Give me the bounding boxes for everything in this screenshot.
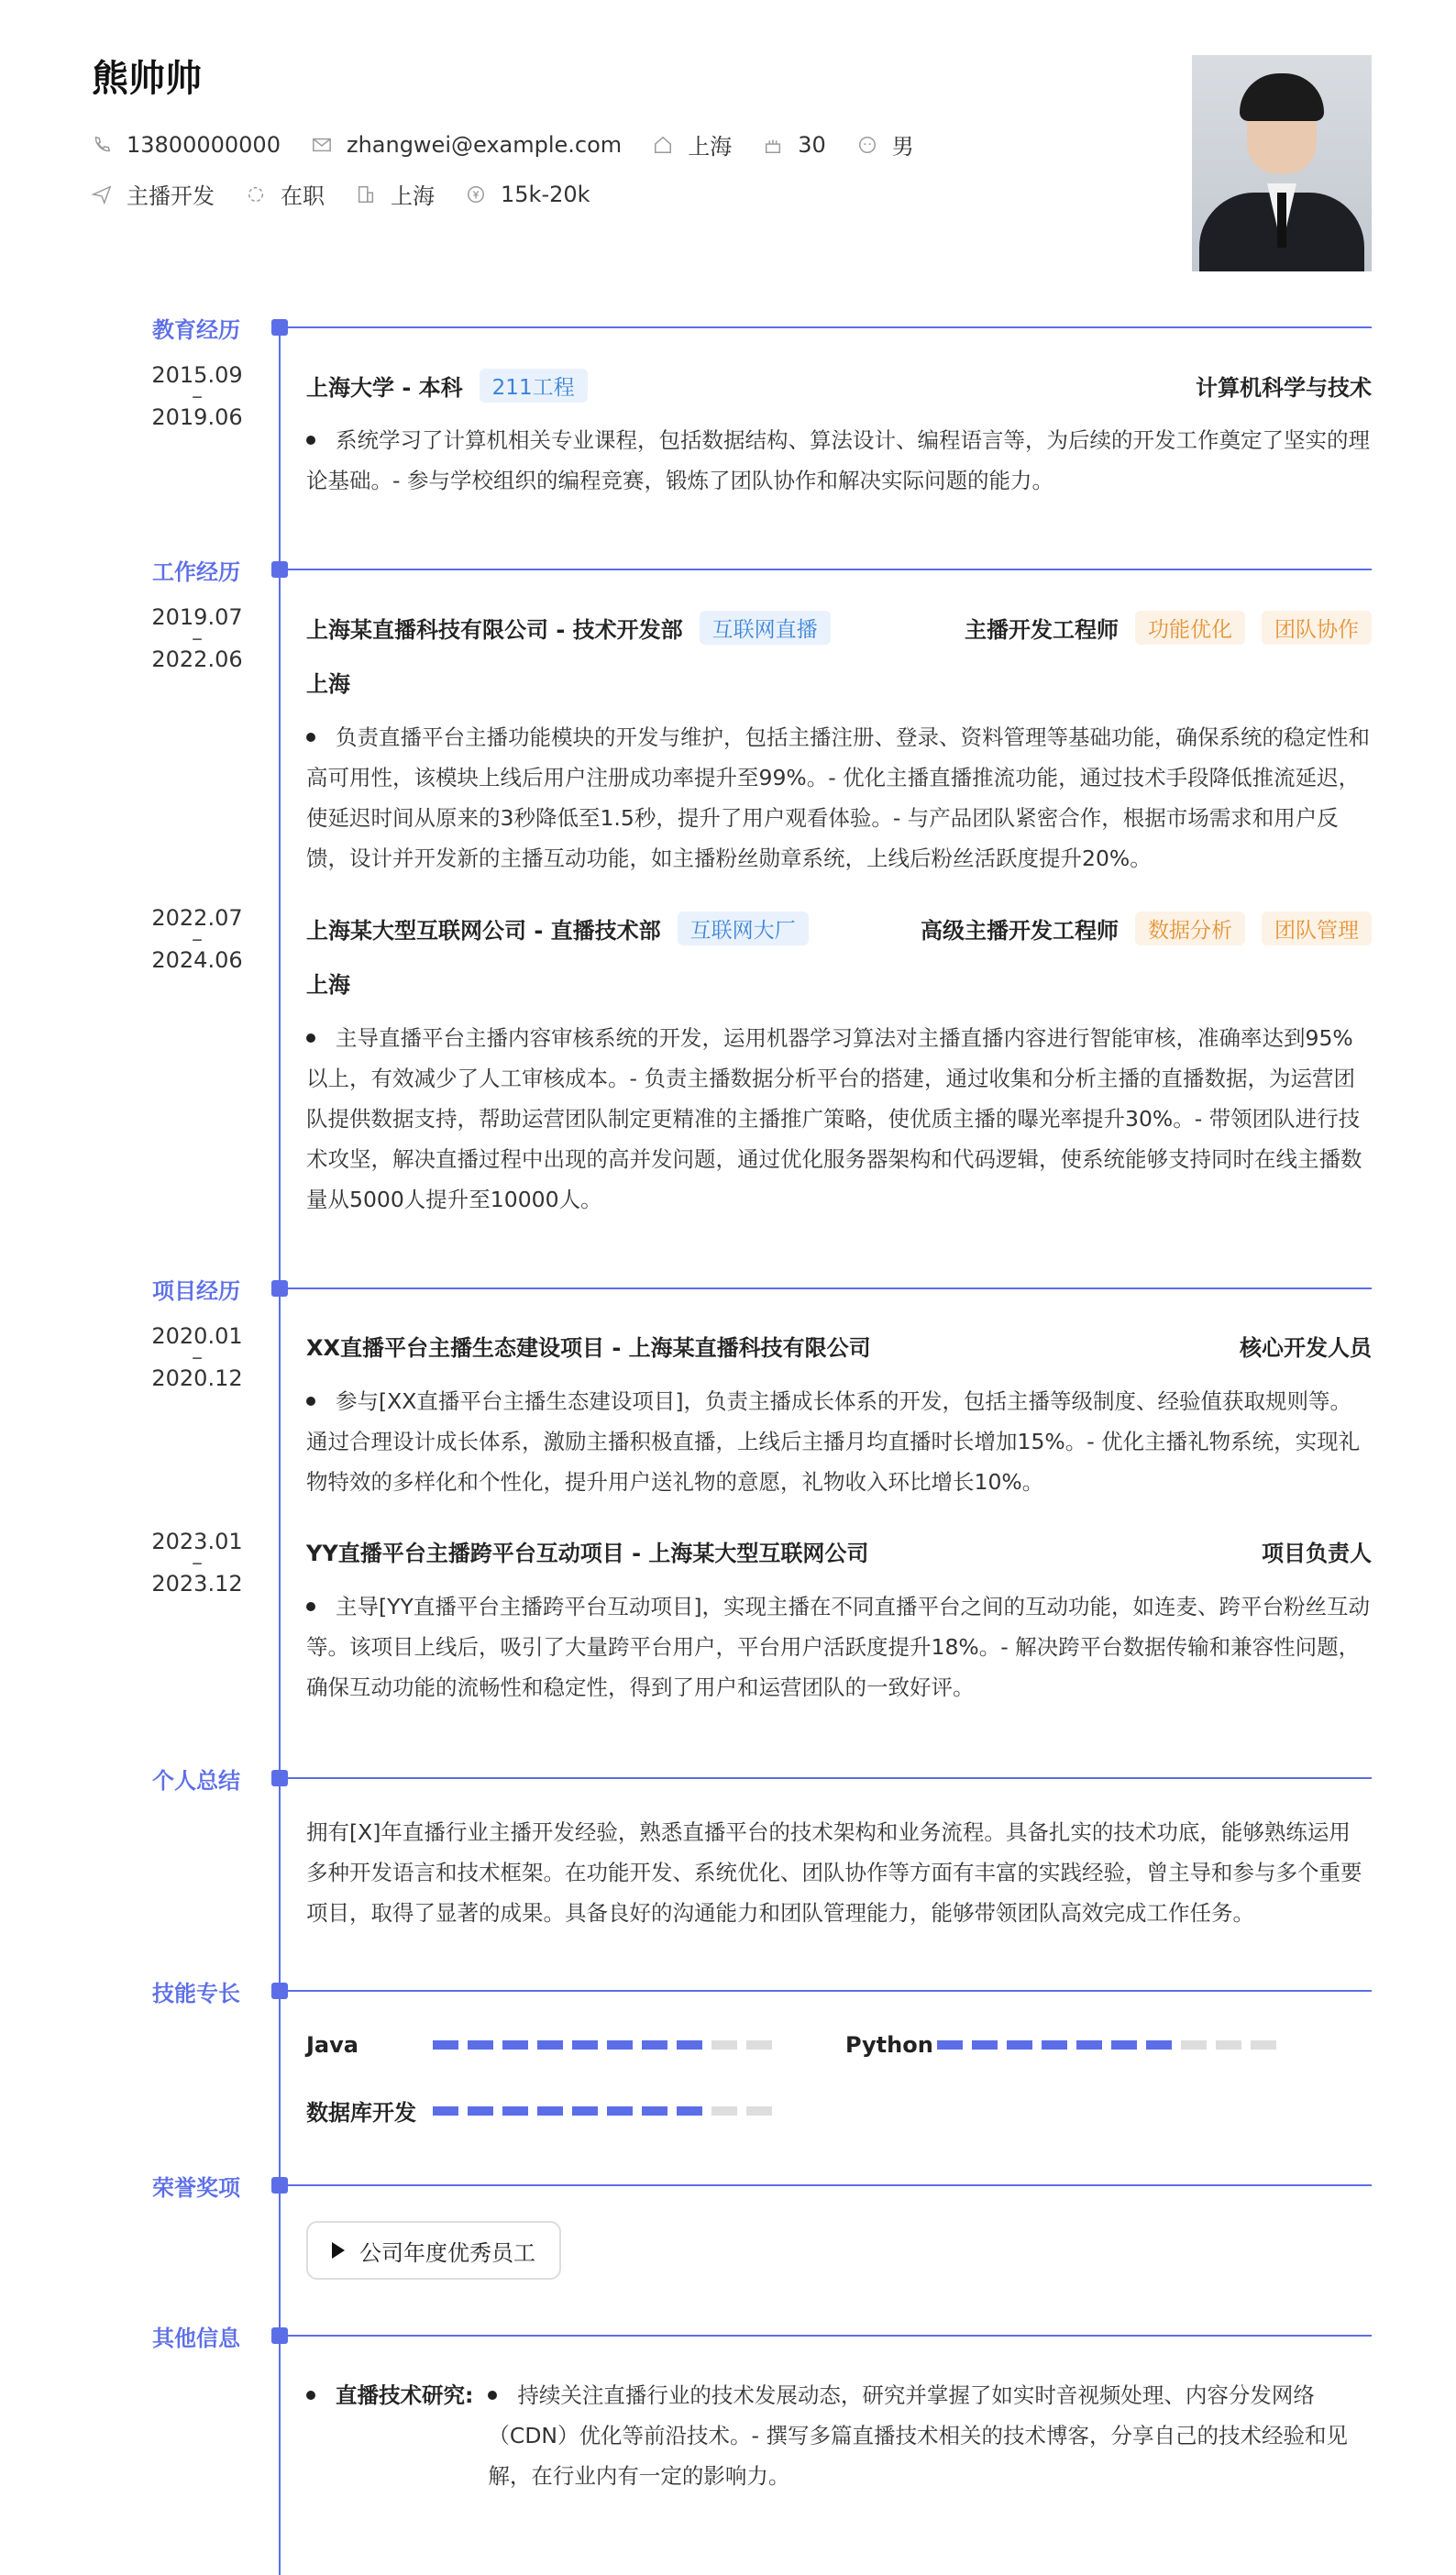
other-info-text: 持续关注直播行业的技术发展动态，研究并掌握了如实时音视频处理、内容分发网络（CDN）优化等前沿技术。- 撰写多篇直播技术相关的技术博客，分享自己的技术经验和见解，在行业内有一定的影响力。 [488, 2382, 1348, 2489]
timeline-dot [271, 1770, 288, 1786]
skill-level-segment [1007, 2040, 1032, 2050]
skill-level-segment [642, 2106, 667, 2116]
skill-level-segment [607, 2040, 633, 2050]
skill-tag: 团队协作 [1262, 611, 1372, 645]
timeline-dot [271, 1280, 288, 1297]
skill-level-segment [1076, 2040, 1102, 2050]
timeline-dot [271, 2327, 288, 2344]
job-item [92, 178, 215, 210]
skill-level-bar [433, 2040, 781, 2050]
major: 计算机科学与技术 [1196, 375, 1372, 401]
skill-level-segment [537, 2040, 563, 2050]
skill-level-segment [433, 2040, 458, 2050]
skill-level-segment [468, 2040, 493, 2050]
send-icon [92, 184, 112, 204]
play-triangle-icon [332, 2242, 345, 2259]
skill-level-bar [937, 2040, 1285, 2050]
skill-level-segment [433, 2106, 458, 2116]
project-desc: 主导[YY直播平台主播跨平台互动项目]，实现主播在不同直播平台之间的互动功能，如连麦、跨平台粉丝互动等。该项目上线后，吸引了大量跨平台用户，平台用户活跃度提升18%。- 解决跨平台数据传输和兼容性问题，确保互动功能的流畅性和稳定性，得到了用户和运营团队的一致好评。 [306, 1594, 1371, 1700]
skill-level-segment [1251, 2040, 1276, 2050]
award-item: 公司年度优秀员工 [306, 2221, 561, 2280]
skill-level-bar [433, 2106, 781, 2116]
skill-level-segment [642, 2040, 667, 2050]
timeline-dot [271, 319, 288, 336]
work-date: 2019.07 – 2022.06 [151, 604, 243, 672]
project-date: 2023.01 – 2023.12 [151, 1529, 243, 1597]
candidate-name: 熊帅帅 [92, 58, 202, 100]
skill-level-segment [677, 2106, 702, 2116]
other-info-label: 直播技术研究: [336, 2382, 474, 2408]
status-text: 在职 [281, 183, 325, 209]
phone-icon [92, 135, 112, 155]
city-item [653, 128, 732, 160]
email-item [312, 132, 622, 158]
gender-item [857, 128, 914, 160]
target-city-item [356, 178, 435, 210]
skill-level-segment [537, 2106, 563, 2116]
work-entry-header [306, 611, 1372, 645]
section-divider [288, 569, 1372, 570]
project-name: XX直播平台主播生态建设项目 - 上海某直播科技有限公司 [306, 1335, 871, 1361]
skill-name: Java [306, 2032, 358, 2058]
work-entry-header [306, 912, 1372, 945]
project-entry-header [306, 1330, 1372, 1362]
target-city-text: 上海 [391, 183, 435, 209]
section-title-skills: 技能专长 [152, 1981, 240, 2006]
phone-text: 13800000000 [127, 131, 281, 158]
project-role: 核心开发人员 [1240, 1335, 1372, 1361]
other-info-item [306, 2375, 1372, 2496]
skill-item [306, 2094, 781, 2127]
timeline-dot [271, 561, 288, 578]
timeline-dot [271, 1983, 288, 1999]
user-face-icon [857, 135, 877, 155]
skill-item [306, 2032, 781, 2058]
project-date: 2020.01 – 2020.12 [151, 1323, 243, 1391]
section-title-summary: 个人总结 [152, 1768, 240, 1794]
summary-text: 拥有[X]年直播行业主播开发经验，熟悉直播平台的技术架构和业务流程。具备扎实的技术功底，能够熟练运用多种开发语言和技术框架。在功能开发、系统优化、团队协作等方面有丰富的实践经验，曾主导和参与多个重要项目，取得了显著的成果。具备良好的沟通能力和团队管理能力，能够带领团队高效完成工作任务。 [306, 1819, 1362, 1926]
profile-photo [1192, 55, 1372, 271]
edu-desc: 系统学习了计算机相关专业课程，包括数据结构、算法设计、编程语言等，为后续的开发工作奠定了坚实的理论基础。- 参与学校组织的编程竞赛，锻炼了团队协作和解决实际问题的能力。 [306, 427, 1370, 493]
coin-icon [466, 184, 486, 204]
age-item [763, 132, 826, 158]
section-title-awards: 荣誉奖项 [152, 2175, 240, 2201]
age-text: 30 [798, 131, 826, 158]
company-name: 上海某大型互联网公司 - 直播技术部 [306, 918, 661, 944]
work-date: 2022.07 – 2024.06 [151, 905, 243, 973]
cake-icon [763, 135, 783, 155]
phone-item [92, 132, 281, 158]
section-title-education: 教育经历 [152, 317, 240, 343]
skill-level-segment [746, 2106, 772, 2116]
skill-level-segment [572, 2106, 598, 2116]
skill-tag: 团队管理 [1262, 912, 1372, 945]
project-name: YY直播平台主播跨平台互动项目 - 上海某大型互联网公司 [306, 1541, 869, 1566]
skill-level-segment [1181, 2040, 1207, 2050]
job-intent-row [92, 178, 622, 210]
skill-level-segment [711, 2106, 737, 2116]
skill-tag: 功能优化 [1135, 611, 1245, 645]
skill-level-segment [972, 2040, 998, 2050]
section-title-others: 其他信息 [152, 2326, 240, 2351]
skill-level-segment [502, 2106, 528, 2116]
email-text: zhangwei@example.com [346, 131, 623, 158]
skill-item [845, 2032, 1285, 2058]
skill-name: 数据库开发 [306, 2100, 416, 2126]
section-divider [288, 2184, 1372, 2186]
section-divider [288, 1288, 1372, 1289]
skill-level-segment [607, 2106, 633, 2116]
skill-level-segment [711, 2040, 737, 2050]
gender-text: 男 [891, 134, 914, 160]
project-entry-header [306, 1535, 1372, 1567]
work-desc: 主导直播平台主播内容审核系统的开发，运用机器学习算法对主播直播内容进行智能审核，准确率达到95%以上，有效减少了人工审核成本。- 负责主播数据分析平台的搭建，通过收集和分析主播的直播数据，为运营团队提供数据支持，帮助运营团队制定更精准的主播推广策略，使优质主播的曝光率提升30%。- 带领团队进行技术攻坚，解决直播过程中出现的高并发问题，通过优化服务器架构和代码逻辑，使系统能够支持同时在线主播数量从5000人提升至10000人。 [306, 1025, 1362, 1212]
section-title-work: 工作经历 [152, 559, 240, 585]
section-divider [288, 2335, 1372, 2337]
skill-level-segment [1216, 2040, 1241, 2050]
status-item [246, 178, 325, 210]
school-tag: 211工程 [480, 369, 588, 403]
edu-entry-header [306, 369, 1372, 403]
company-name: 上海某直播科技有限公司 - 技术开发部 [306, 617, 683, 643]
project-role: 项目负责人 [1262, 1541, 1372, 1566]
mail-icon [312, 135, 332, 155]
skill-level-segment [937, 2040, 963, 2050]
home-icon [653, 135, 673, 155]
timeline-line [279, 325, 281, 2575]
section-divider [288, 326, 1372, 328]
skill-level-segment [1111, 2040, 1137, 2050]
edu-date: 2015.09 – 2019.06 [151, 362, 243, 430]
timeline-dot [271, 2177, 288, 2194]
industry-tag: 互联网大厂 [678, 912, 809, 945]
skill-level-segment [677, 2040, 702, 2050]
skill-level-segment [746, 2040, 772, 2050]
job-role: 主播开发工程师 [965, 617, 1119, 643]
project-desc: 参与[XX直播平台主播生态建设项目]，负责主播成长体系的开发，包括主播等级制度、经验值获取规则等。通过合理设计成长体系，激励主播积极直播，上线后主播月均直播时长增加15%。- 优化主播礼物系统，实现礼物特效的多样化和个性化，提升用户送礼物的意愿，礼物收入环比增长10%。 [306, 1388, 1361, 1495]
skill-level-segment [572, 2040, 598, 2050]
skill-level-segment [1042, 2040, 1067, 2050]
section-divider [288, 1990, 1372, 1992]
job-text: 主播开发 [127, 183, 215, 209]
skill-tag: 数据分析 [1135, 912, 1245, 945]
building-icon [356, 184, 376, 204]
contact-row [92, 128, 945, 160]
section-title-projects: 项目经历 [152, 1278, 240, 1304]
school-name: 上海大学 - 本科 [306, 375, 463, 401]
salary-text: 15k-20k [501, 181, 590, 207]
industry-tag: 互联网直播 [700, 611, 831, 645]
work-location: 上海 [306, 972, 350, 998]
salary-item [466, 182, 590, 207]
work-desc: 负责直播平台主播功能模块的开发与维护，包括主播注册、登录、资料管理等基础功能，确保系统的稳定性和高可用性，该模块上线后用户注册成功率提升至99%。- 优化主播直播推流功能，通过技术手段降低推流延迟，使延迟时间从原来的3秒降低至1.5秒，提升了用户观看体验。- 与产品团队紧密合作，根据市场需求和用户反馈，设计并开发新的主播互动功能，如主播粉丝勋章系统，上线后粉丝活跃度提升20%。 [306, 724, 1370, 871]
skill-level-segment [502, 2040, 528, 2050]
city-text: 上海 [688, 134, 733, 160]
work-location: 上海 [306, 671, 350, 697]
status-icon [246, 184, 266, 204]
section-divider [288, 1777, 1372, 1779]
skill-level-segment [1146, 2040, 1172, 2050]
skill-level-segment [468, 2106, 493, 2116]
skill-name: Python [845, 2032, 933, 2058]
job-role: 高级主播开发工程师 [921, 918, 1119, 944]
